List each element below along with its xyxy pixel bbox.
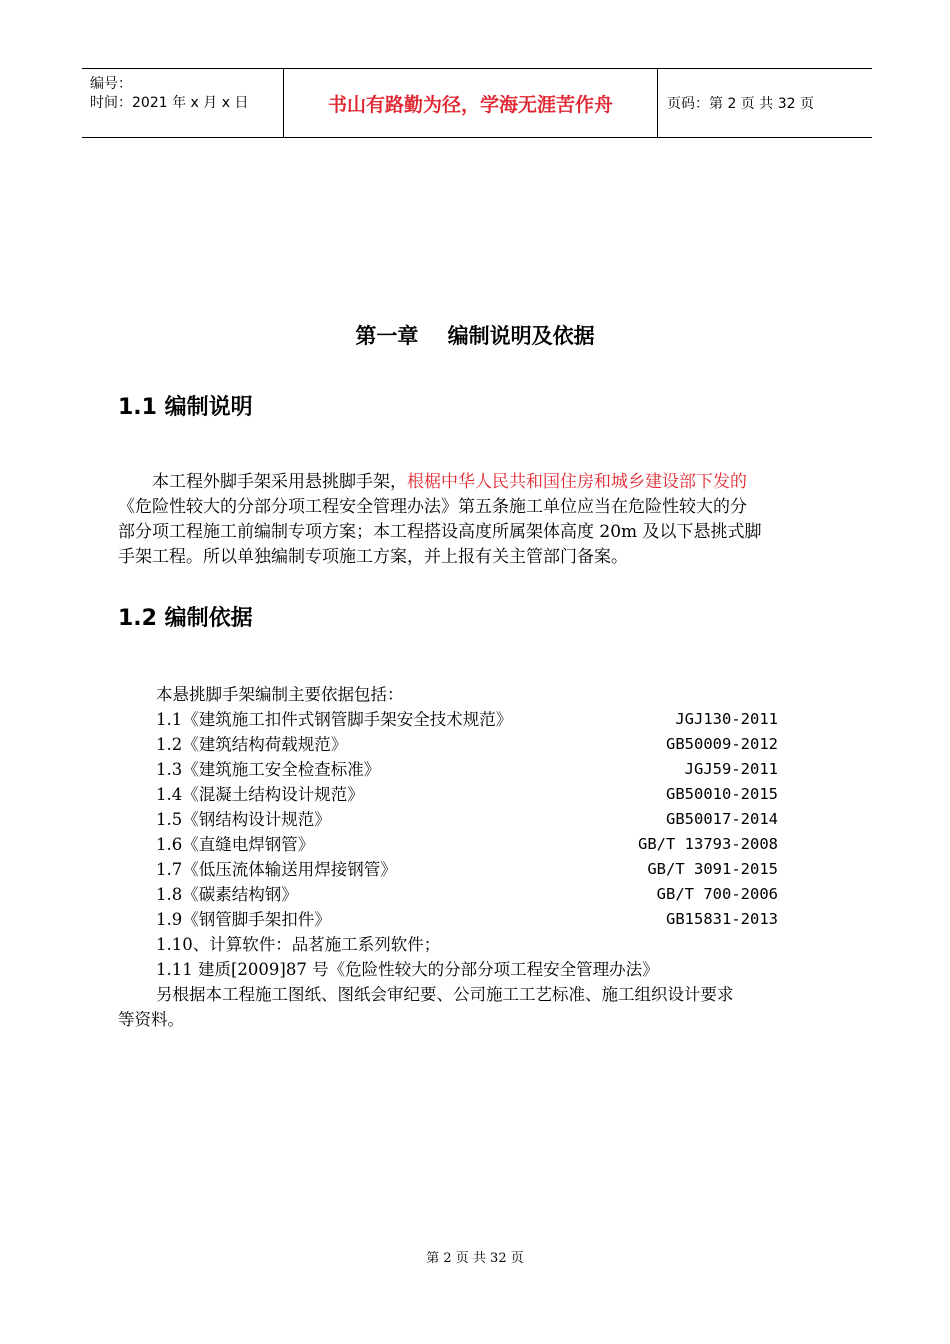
reference-name: 1.7《低压流体输送用焊接钢管》	[156, 860, 397, 879]
chapter-title: 第一章 编制说明及依据	[355, 324, 595, 348]
header-page-label: 页码：第 2 页 共 32 页	[667, 96, 814, 112]
reference-name: 1.4《混凝土结构设计规范》	[156, 785, 364, 804]
reference-name: 1.5《钢结构设计规范》	[156, 810, 331, 829]
document-header	[82, 68, 872, 138]
reference-code: JGJ59-2011	[684, 760, 778, 778]
reference-name: 1.3《建筑施工安全检查标准》	[156, 760, 381, 779]
reference-code: GB/T 700-2006	[656, 885, 778, 903]
reference-code: GB50017-2014	[666, 810, 778, 828]
paragraph-text: 部分项工程施工前编制专项方案；本工程搭设高度所属架体高度 20m 及以下悬挑式脚	[118, 522, 762, 542]
section-1-1-paragraph	[118, 470, 830, 570]
supplementary-line-1: 另根据本工程施工图纸、图纸会审纪要、公司施工工艺标准、施工组织设计要求	[156, 985, 734, 1004]
reference-item	[118, 857, 830, 882]
reference-item	[118, 907, 830, 932]
reference-item	[118, 757, 830, 782]
time-label: 时间：2021 年 x 月 x 日	[90, 95, 249, 111]
header-meta-cell	[82, 69, 284, 137]
section-1-1-title: 1.1 编制说明	[118, 395, 253, 420]
regulation-item: 1.11 建质[2009]87 号《危险性较大的分部分项工程安全管理办法》	[156, 960, 659, 979]
paragraph-highlight: 根椐中华人民共和国住房和城乡建设部下发的	[407, 472, 747, 492]
reference-code: GB/T 13793-2008	[638, 835, 778, 853]
paragraph-line	[118, 495, 830, 520]
reference-code: GB15831-2013	[666, 910, 778, 928]
paragraph-line	[118, 470, 830, 495]
reference-item	[118, 732, 830, 757]
paragraph-text: 本工程外脚手架采用悬挑脚手架，	[152, 472, 407, 492]
reference-name: 1.6《直缝电焊钢管》	[156, 835, 315, 854]
reference-name: 1.2《建筑结构荷载规范》	[156, 735, 348, 754]
paragraph-line	[118, 545, 830, 570]
header-motto: 书山有路勤为径，学海无涯苦作舟	[284, 69, 658, 137]
reference-code: GB50009-2012	[666, 735, 778, 753]
software-item: 1.10、计算软件：品茗施工系列软件；	[156, 935, 441, 954]
paragraph-text: 《危险性较大的分部分项工程安全管理办法》第五条施工单位应当在危险性较大的分	[118, 497, 747, 517]
reference-code: GB/T 3091-2015	[647, 860, 778, 878]
reference-item	[118, 707, 830, 732]
paragraph-line	[118, 520, 830, 545]
reference-name: 1.8《碳素结构钢》	[156, 885, 298, 904]
paragraph-text: 手架工程。所以单独编制专项施工方案，并上报有关主管部门备案。	[118, 547, 628, 567]
section-1-2-title: 1.2 编制依据	[118, 606, 253, 631]
reference-item	[118, 782, 830, 807]
page-footer: 第 2 页 共 32 页	[426, 1251, 524, 1266]
reference-list	[118, 682, 830, 1032]
supplementary-line-2: 等资料。	[118, 1010, 184, 1029]
reference-name: 1.1《建筑施工扣件式钢管脚手架安全技术规范》	[156, 710, 513, 729]
reference-code: GB50010-2015	[666, 785, 778, 803]
number-label: 编号：	[90, 76, 132, 92]
reference-item	[118, 832, 830, 857]
reference-item	[118, 882, 830, 907]
reference-code: JGJ130-2011	[675, 710, 778, 728]
reference-intro: 本悬挑脚手架编制主要依据包括：	[156, 685, 404, 704]
reference-name: 1.9《钢管脚手架扣件》	[156, 910, 331, 929]
reference-item	[118, 807, 830, 832]
